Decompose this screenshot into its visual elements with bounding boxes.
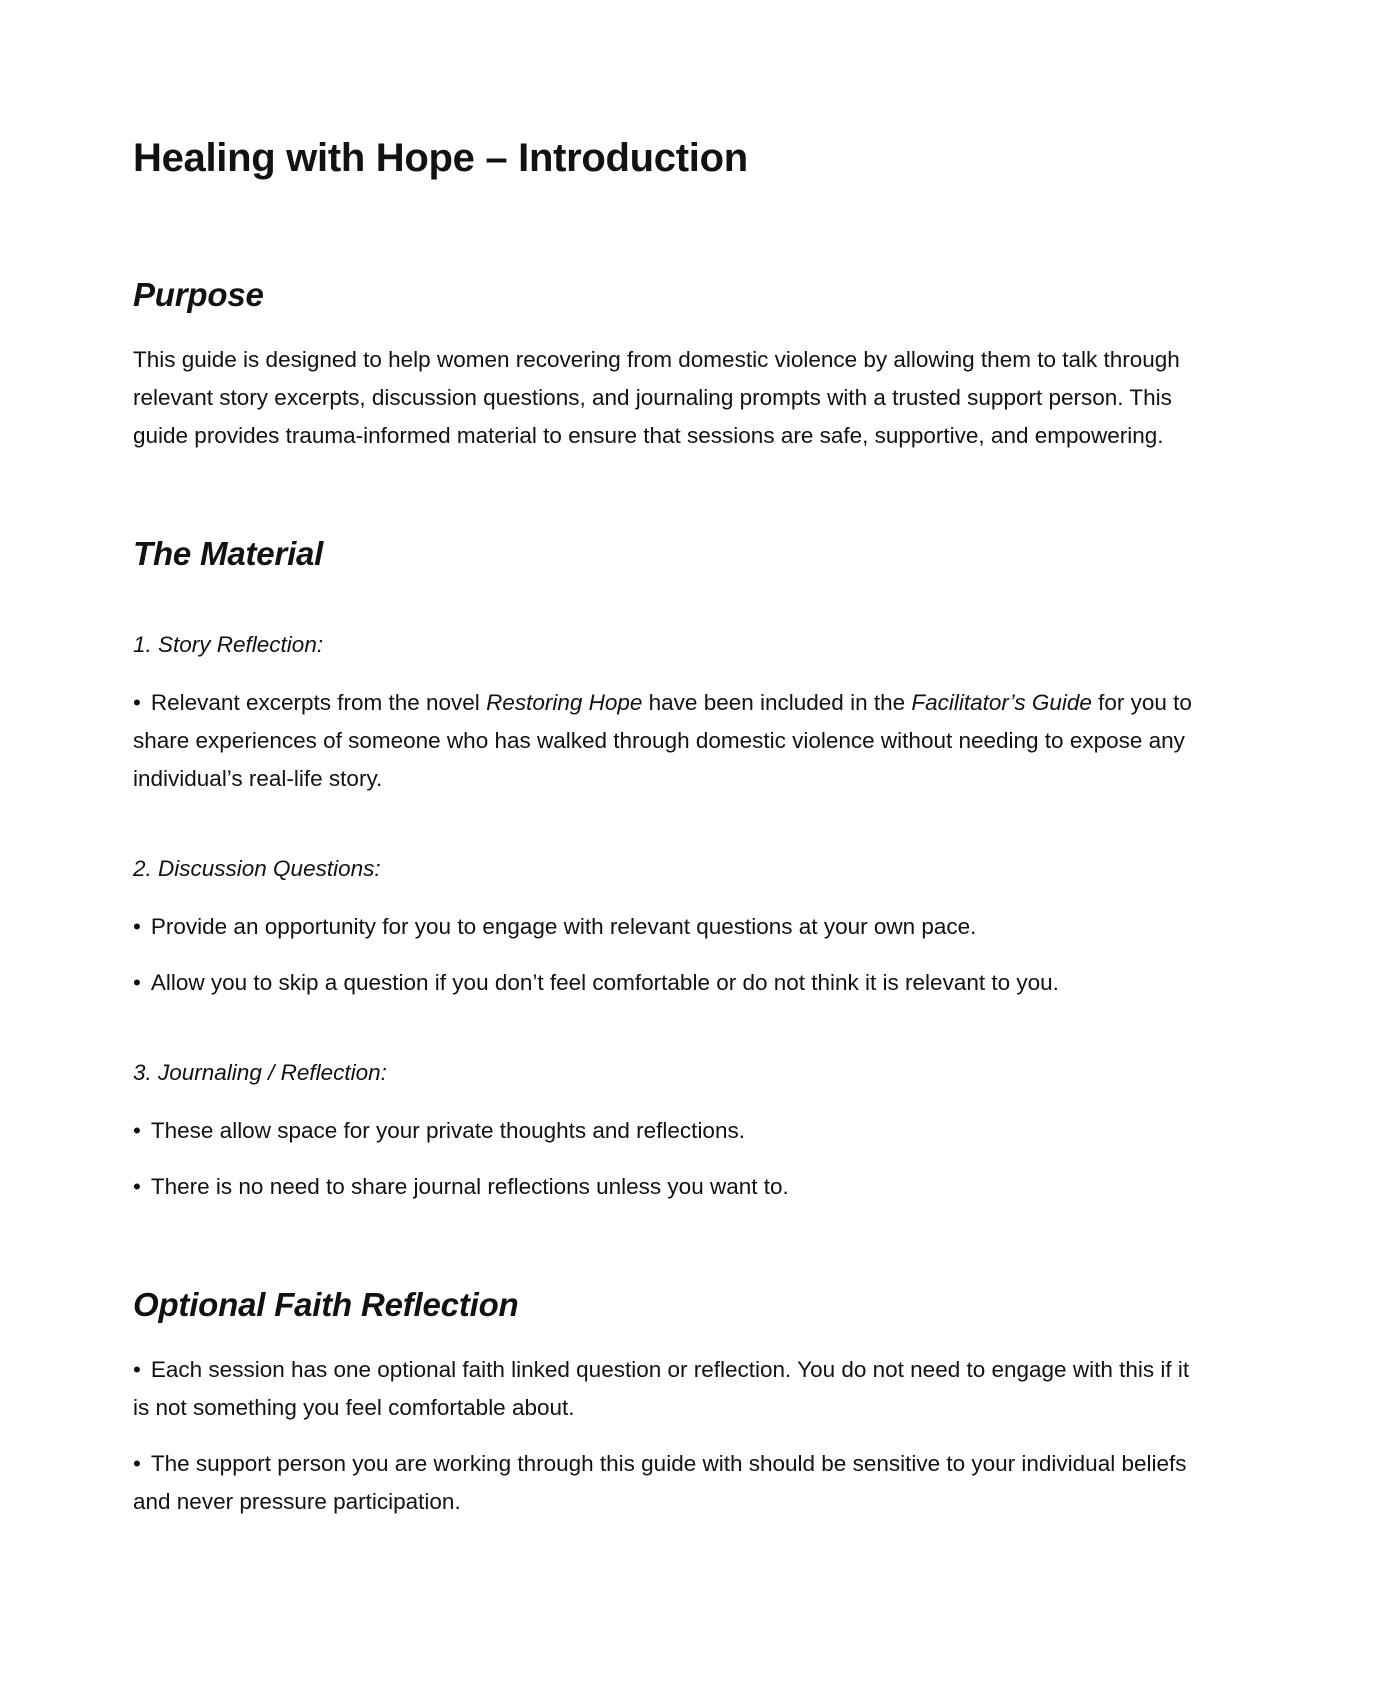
bullet-marker: • (133, 914, 141, 939)
bullet-story-excerpts (133, 684, 1193, 798)
bullet-text: Each session has one optional faith linked question or reflection. You do not need to engage with this if it is not something you feel comfortable about. (133, 1357, 1190, 1420)
facilitators-guide-title-text: Facilitator’s Guide (911, 690, 1092, 715)
purpose-paragraph: This guide is designed to help women recovering from domestic violence by allowing them to talk through relevant story excerpts, discussion questions, and journaling prompts with a trusted support person. This guide provides trauma-informed material to ensure that sessions are safe, supportive, and empowering. (133, 347, 1180, 448)
bullet-text: These allow space for your private thoughts and reflections. (150, 1118, 745, 1143)
bullet-faith-support-person (133, 1445, 1193, 1521)
bullet-marker: • (133, 1174, 141, 1199)
bullet-marker: • (133, 1118, 141, 1143)
section-heading-purpose: Purpose (133, 276, 264, 313)
bullet-discussion-skip (133, 964, 1193, 1002)
bullet-text: Allow you to skip a question if you don’t feel comfortable or do not think it is relevant to you. (150, 970, 1059, 995)
bullet-marker: • (133, 970, 141, 995)
item-label-journaling-reflection: 3. Journaling / Reflection: (133, 1060, 387, 1085)
bullet-text-part: for you to share experiences of someone who has walked through domestic violence without needing to expose any individual’s real-life story. (133, 690, 1192, 791)
bullet-marker: • (133, 1451, 141, 1476)
bullet-text: Provide an opportunity for you to engage with relevant questions at your own pace. (150, 914, 977, 939)
bullet-marker: • (133, 690, 141, 715)
item-label-discussion-questions: 2. Discussion Questions: (133, 856, 381, 881)
bullet-text-part: Relevant excerpts from the novel (150, 690, 487, 715)
bullet-text-part: have been included in the (642, 690, 912, 715)
document-title: Healing with Hope – Introduction (133, 136, 748, 180)
bullet-text: The support person you are working through this guide with should be sensitive to your individual beliefs and never pressure participation. (133, 1451, 1187, 1514)
bullet-discussion-pace (133, 908, 1193, 946)
bullet-journaling-private (133, 1112, 1193, 1150)
bullet-marker: • (133, 1357, 141, 1382)
bullet-journaling-share (133, 1168, 1193, 1206)
bullet-text: There is no need to share journal reflections unless you want to. (150, 1174, 789, 1199)
section-heading-optional-faith-reflection: Optional Faith Reflection (133, 1286, 519, 1323)
item-label-story-reflection: 1. Story Reflection: (133, 632, 324, 657)
novel-title-text: Restoring Hope (486, 690, 643, 715)
section-heading-the-material: The Material (133, 535, 324, 572)
bullet-faith-optional (133, 1351, 1193, 1427)
